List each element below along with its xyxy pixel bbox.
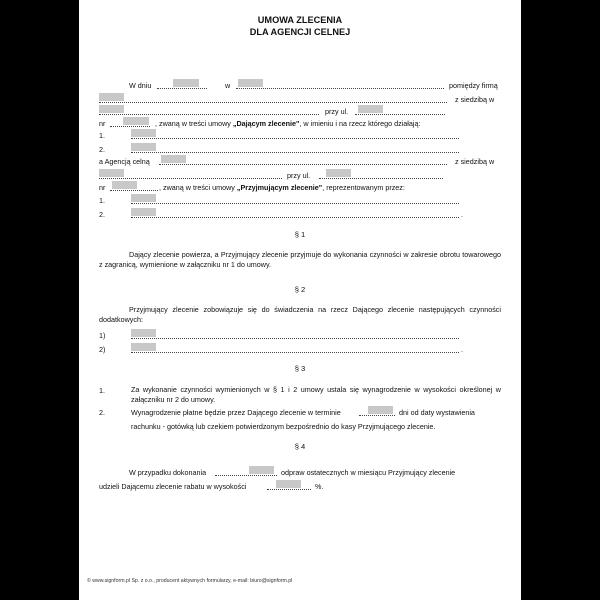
section-3-number-1: 1. — [99, 386, 105, 395]
text-zwana-dajacym: , zwaną w treści umowy „Dającym zlecenie", w imieniu i na rzecz którego działają: — [155, 119, 421, 128]
field-additional-service-1-shade — [131, 329, 156, 337]
section-3-paragraph-2b: dni od daty wystawienia — [399, 408, 475, 417]
field-discount-percent-shade — [276, 480, 301, 488]
text-zwana-przyjmujacym: , zwaną w treści umowy „Przyjmującym zlecenie", reprezentowanym przez: — [159, 183, 405, 192]
section-2-text: Przyjmujący zlecenie zobowiązuje się do świadczenia na rzecz Dającego zlecenie następujących czynności dodatkowych: — [99, 305, 501, 324]
field-representative-2-shade — [131, 143, 156, 151]
section-3-paragraph-2c: rachunku - gotówką lub czekiem potwierdzonym bezpośrednio do kasy Przyjmującego zlecenie. — [131, 422, 436, 431]
section-4-text-a: W przypadku dokonania — [129, 468, 207, 477]
field-payment-days-shade — [368, 406, 393, 414]
label-w-dniu: W dniu — [129, 81, 152, 90]
field-clearance-count[interactable] — [215, 475, 277, 476]
title-line-2: DLA AGENCJI CELNEJ — [249, 27, 351, 37]
field-agency-rep-2-shade — [131, 208, 156, 216]
field-agency-seat-shade — [99, 169, 124, 177]
section-1-text: Dający zlecenie powierza, a Przyjmujący zlecenie przyjmuje do wykonania czynności w zakresie obrotu towarowego z zagranicą, wymienione w załączniku nr 1 do umowy. — [99, 250, 501, 269]
field-agency-name[interactable] — [159, 164, 447, 165]
field-company-shade — [99, 93, 124, 101]
field-agency-street[interactable] — [319, 178, 443, 179]
list-number-1: 1. — [99, 131, 105, 140]
field-company-name[interactable] — [99, 102, 447, 103]
section-1-heading: § 1 — [294, 230, 306, 239]
field-company-seat-shade — [99, 105, 124, 113]
term-przyjmujacy-zlecenie: „Przyjmującym zlecenie" — [236, 183, 323, 192]
field-company-street-shade — [358, 105, 383, 113]
field-representative-2[interactable] — [131, 152, 459, 153]
field-agency-seat[interactable] — [99, 178, 282, 179]
list-number-4: 2. — [99, 210, 105, 219]
field-agency-nr[interactable] — [110, 190, 158, 191]
section-4-text-d: %. — [315, 482, 324, 491]
title-line-1: UMOWA ZLECENIA — [257, 15, 343, 25]
footer-copyright: © www.signform.pl Sp. z o.o., producent aktywnych formularzy, e-mail: biuro@signform.pl — [87, 578, 293, 584]
label-z-siedziba: z siedzibą w — [455, 95, 495, 104]
section-4-text-b: odpraw ostatecznych w miesiącu Przyjmujący zlecenie — [281, 468, 456, 477]
field-additional-service-1[interactable] — [131, 338, 459, 339]
list-number-2: 2. — [99, 145, 105, 154]
section-2-item-1-number: 1) — [99, 331, 106, 340]
field-representative-1-shade — [131, 129, 156, 137]
label-pomiedzy: pomiędzy firmą — [449, 81, 498, 90]
field-company-nr[interactable] — [110, 126, 150, 127]
field-date[interactable] — [157, 88, 207, 89]
field-agency-shade — [161, 155, 186, 163]
section-3-paragraph-1: Za wykonanie czynności wymienionych w § 1 i 2 umowy ustala się wynagrodzenie w wysokości określonej w załączniku nr 2 do umowy. — [131, 385, 501, 404]
label-przy-ul: przy ul. — [325, 107, 349, 116]
field-agency-rep-1-shade — [131, 194, 156, 202]
section-4-text-c: udzieli Dającemu zlecenie rabatu w wysokości — [99, 482, 247, 491]
label-w: w — [225, 81, 231, 90]
label-nr-2: nr — [99, 183, 106, 192]
section-3-number-2: 2. — [99, 408, 105, 417]
field-date-shade — [173, 79, 199, 87]
label-z-siedziba-2: z siedzibą w — [455, 157, 495, 166]
label-nr: nr — [99, 119, 106, 128]
section-2-heading: § 2 — [294, 285, 306, 294]
list-number-3: 1. — [99, 196, 105, 205]
section-4-heading: § 4 — [294, 442, 306, 451]
term-dajacy-zlecenie: „Dającym zlecenie" — [232, 119, 300, 128]
field-agency-rep-2[interactable] — [131, 217, 459, 218]
label-agencja: a Agencją celną — [99, 157, 150, 166]
field-company-seat[interactable] — [99, 114, 319, 115]
field-payment-days[interactable] — [359, 415, 395, 416]
field-agency-nr-shade — [112, 181, 137, 189]
section-3-heading: § 3 — [294, 364, 306, 373]
field-agency-street-shade — [326, 169, 351, 177]
field-representative-1[interactable] — [131, 138, 459, 139]
section-3-paragraph-2a: Wynagrodzenie płatne będzie przez Dającego zlecenie w terminie — [131, 408, 341, 417]
section-2-item-2-number: 2) — [99, 345, 106, 354]
field-company-street[interactable] — [355, 114, 445, 115]
field-discount-percent[interactable] — [267, 489, 311, 490]
field-clearance-count-shade — [249, 466, 274, 474]
label-przy-ul-2: przy ul. — [287, 171, 311, 180]
field-company-nr-shade — [123, 117, 149, 125]
field-place[interactable] — [236, 88, 444, 89]
field-place-shade — [238, 79, 263, 87]
document-page: UMOWA ZLECENIA DLA AGENCJI CELNEJ W dniu w pomiędzy firmą z siedzibą w przy ul. nr , zwaną w treści umowy „Dającym zlecenie", w imieniu i na rzecz którego działają: 1. 2. a Agencją celną z siedzibą w przy ul. nr , zwaną w treści umowy „Przyjmującym zlecenie", reprezentowanym przez: 1. 2. . § 1 Dający zlecenie powierza, a Przyjmujący zlecenie przyjmuje do wykonania czynności w zakresie obrotu towarowego z zagranicą, wymienione w załączniku nr 1 do umowy. § 2 Przyjmujący zlecenie zobowiązuje się do świadczenia na rzecz Dającego zlecenie następujących czynności dodatkowych: 1) 2) . § 3 1. Za wykonanie czynności wymienionych w § 1 i 2 umowy ustala się wynagrodzenie w wysokości określonej w załączniku nr 2 do umowy. 2. Wynagrodzenie płatne będzie przez Dającego zlecenie w terminie dni od daty wystawienia rachunku - gotówką lub czekiem potwierdzonym bezpośrednio do kasy Przyjmującego zlecenie. § 4 W przypadku dokonania odpraw ostatecznych w miesiącu Przyjmujący zlecenie udzieli Dającemu zlecenie rabatu w wysokości %. © www.signform.pl Sp. z o.o., producent aktywnych formularzy, e-mail: biuro@signform.pl — [79, 0, 521, 600]
field-agency-rep-1[interactable] — [131, 203, 459, 204]
field-additional-service-2-shade — [131, 343, 156, 351]
field-additional-service-2[interactable] — [131, 352, 459, 353]
